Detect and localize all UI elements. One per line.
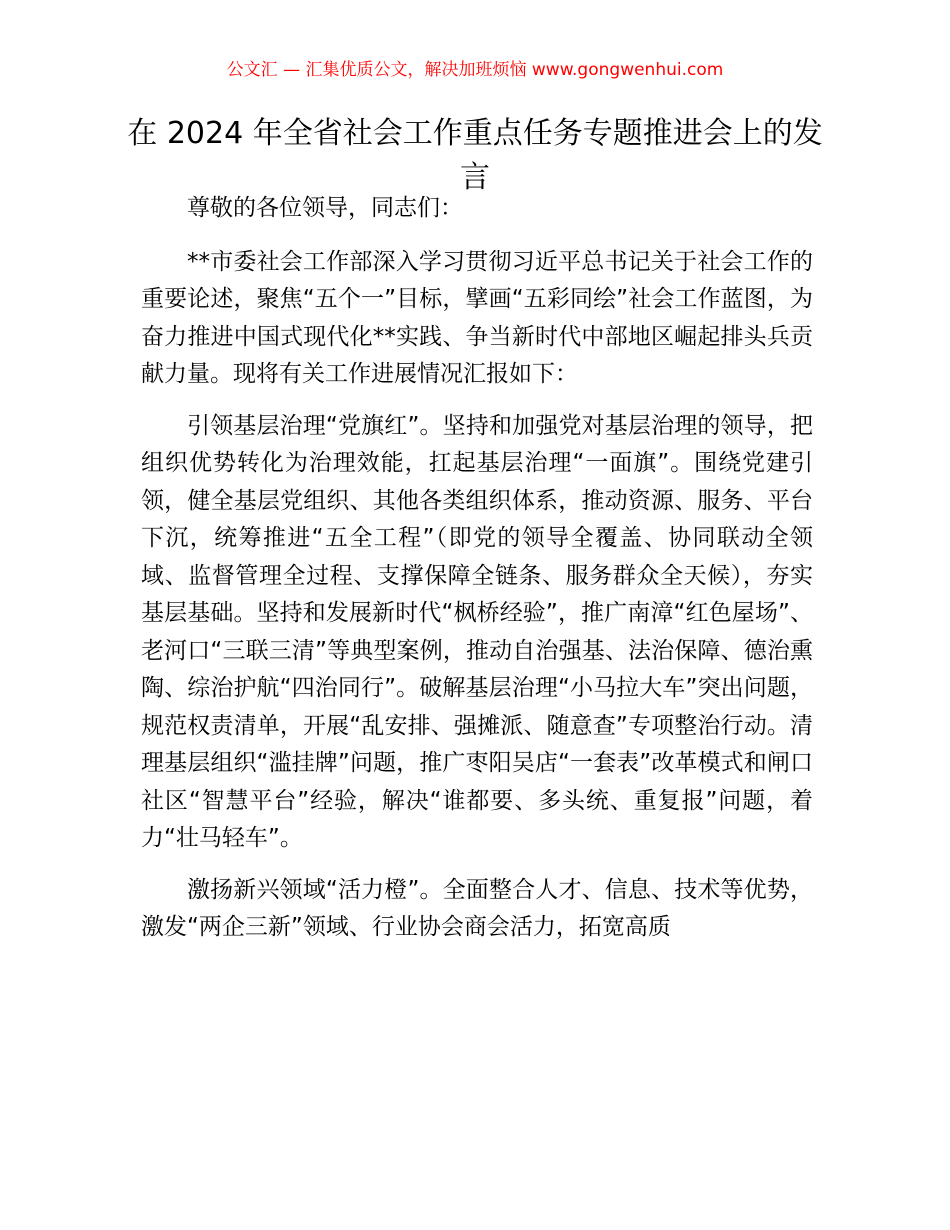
salutation: 尊敬的各位领导，同志们： [187, 195, 463, 221]
paragraph-party-flag-red: 引领基层治理“党旗红”。坚持和加强党对基层治理的领导，把组织优势转化为治理效能，扛起基层治理“一面旗”。围绕党建引领，健全基层党组织、其他各类组织体系，推动资源、服务、平台下沉，统筹推进“五全工程”（即党的领导全覆盖、协同联动全领域、监督管理全过程、支撑保障全链条、服务群众全天候），夯实基层基础。坚持和发展新时代“枫桥经验”，推广南漳“红色屋场”、老河口“三联三清”等典型案例，推动自治强基、法治保障、德治熏陶、综治护航“四治同行”。破解基层治理“小马拉大车”突出问题，规范权责清单，开展“乱安排、强摊派、随意查”专项整治行动。清理基层组织“滥挂牌”问题，推广枣阳吴店“一套表”改革模式和闸口社区“智慧平台”经验，解决“谁都要、多头统、重复报”问题，着力“壮马轻车”。 [141, 412, 813, 851]
site-header-banner: 公文汇 — 汇集优质公文，解决加班烦恼 www.gongwenhui.com [226, 60, 724, 80]
paragraph-vitality-orange: 激扬新兴领域“活力橙”。全面整合人才、信息、技术等优势，激发“两企三新”领域、行业协会商会活力，拓宽高质 [141, 876, 813, 940]
paragraph-intro: **市委社会工作部深入学习贯彻习近平总书记关于社会工作的重要论述，聚焦“五个一”目标，擘画“五彩同绘”社会工作蓝图，为奋力推进中国式现代化**实践、争当新时代中部地区崛起排头兵贡献力量。现将有关工作进展情况汇报如下： [141, 248, 813, 387]
document-body [141, 190, 813, 947]
document-title: 在 2024 年全省社会工作重点任务专题推进会上的发言 [127, 116, 823, 195]
